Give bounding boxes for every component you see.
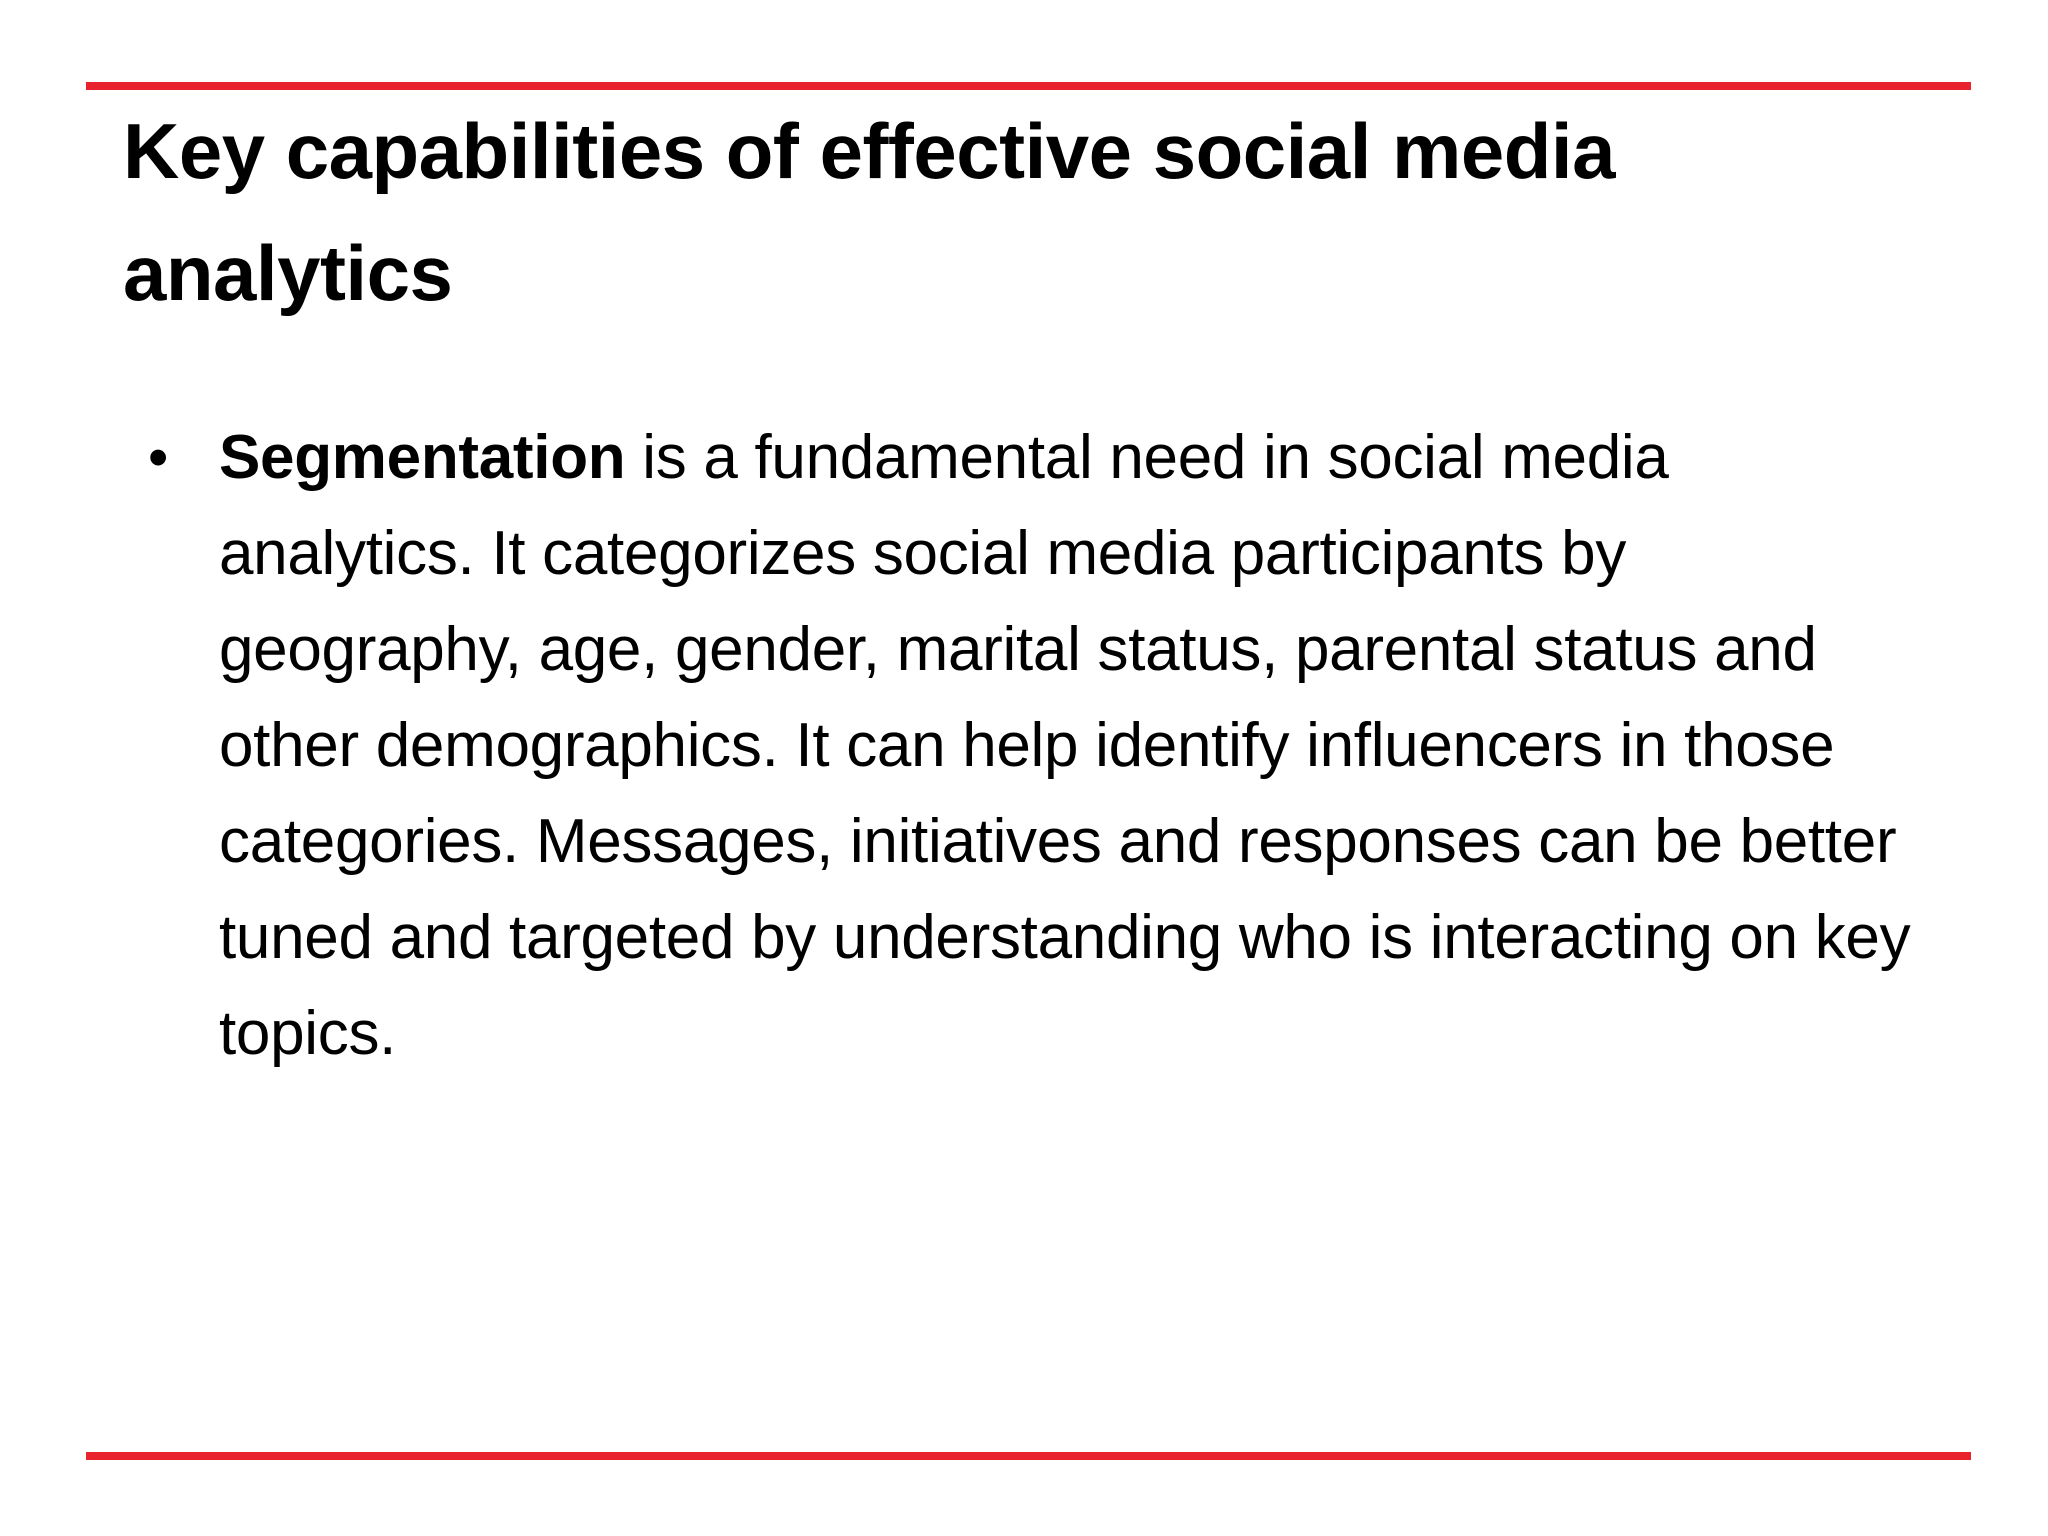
bullet-list xyxy=(140,410,1940,1082)
slide-title: Key capabilities of effective social media analytics xyxy=(123,107,1615,317)
bullet-lead-term: Segmentation xyxy=(219,423,626,492)
bottom-divider xyxy=(86,1452,1971,1460)
top-divider xyxy=(86,82,1971,90)
bullet-dot-icon: • xyxy=(148,425,169,490)
bullet-item xyxy=(140,410,1940,1082)
bullet-body-text: is a fundamental need in social media analytics. It categorizes social media participants by geography, age, gender, marital status, parental status and other demographics. It can help identify influencers in those categories. Messages, initiatives and responses can be better tuned and targeted by understanding who is interacting on key topics. xyxy=(219,423,1911,1068)
